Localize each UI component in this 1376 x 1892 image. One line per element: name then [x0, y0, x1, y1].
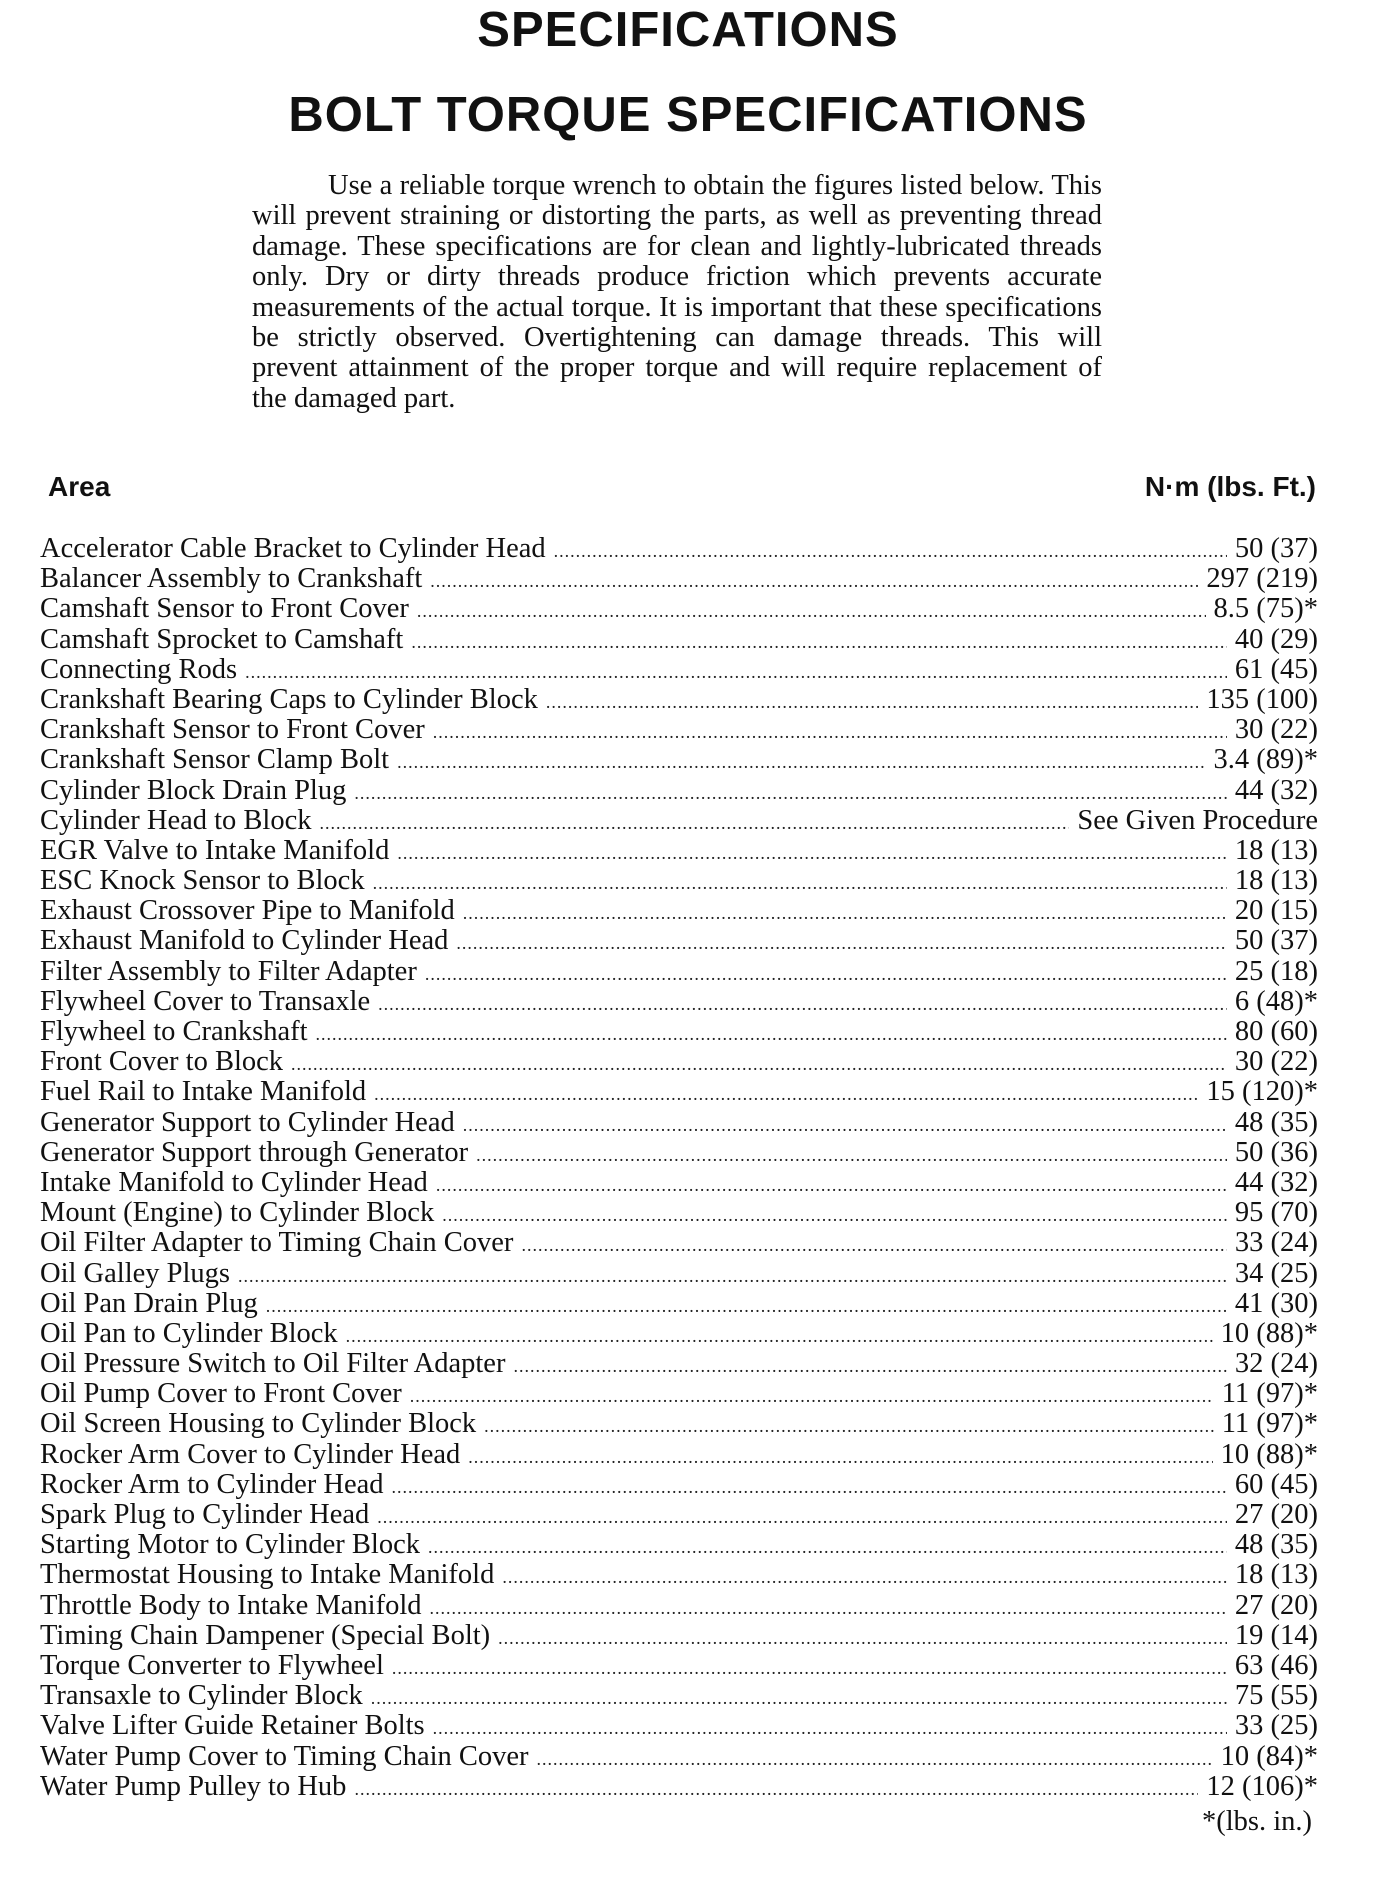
table-row	[40, 685, 1318, 715]
row-value: 41 (30)	[1234, 1287, 1318, 1319]
table-row	[40, 1168, 1318, 1198]
dot-leader	[546, 687, 1199, 717]
row-value: 18 (13)	[1234, 834, 1318, 866]
table-row	[40, 1108, 1318, 1138]
row-value: 44 (32)	[1234, 774, 1318, 806]
row-value: 60 (45)	[1234, 1468, 1318, 1500]
dot-leader	[266, 1291, 1227, 1321]
dot-leader	[433, 717, 1227, 747]
dot-leader	[397, 747, 1205, 777]
row-area: Exhaust Manifold to Cylinder Head	[40, 925, 449, 957]
dot-leader	[463, 898, 1227, 928]
table-row	[40, 715, 1318, 745]
row-area: Filter Assembly to Filter Adapter	[40, 955, 417, 987]
row-area: Timing Chain Dampener (Special Bolt)	[40, 1619, 491, 1651]
dot-leader	[410, 1381, 1214, 1411]
dot-leader	[513, 1351, 1226, 1381]
row-value: 80 (60)	[1234, 1016, 1318, 1047]
row-value: 44 (32)	[1234, 1166, 1318, 1198]
row-value: 8.5 (75)*	[1213, 593, 1318, 625]
dot-leader	[354, 1774, 1198, 1804]
dot-leader	[430, 566, 1198, 596]
table-row	[40, 866, 1318, 896]
row-area: Rocker Arm to Cylinder Head	[40, 1468, 384, 1500]
row-value: 33 (25)	[1234, 1710, 1318, 1742]
row-value: 11 (97)*	[1221, 1408, 1318, 1440]
row-area: Transaxle to Cylinder Block	[40, 1680, 363, 1712]
row-area: Throttle Body to Intake Manifold	[40, 1589, 422, 1621]
table-row	[40, 1228, 1318, 1258]
dot-leader	[554, 536, 1227, 566]
row-value: 32 (24)	[1234, 1348, 1318, 1380]
row-area: Cylinder Head to Block	[40, 804, 312, 836]
dot-leader	[238, 1261, 1227, 1291]
row-value: 6 (48)*	[1234, 985, 1318, 1017]
row-area: Starting Motor to Cylinder Block	[40, 1529, 420, 1561]
table-row	[40, 534, 1318, 564]
row-value: 48 (35)	[1234, 1529, 1318, 1561]
table-header	[48, 471, 1316, 511]
row-value: 50 (37)	[1234, 925, 1318, 957]
header-units: N·m (lbs. Ft.)	[1144, 471, 1316, 502]
row-area: Mount (Engine) to Cylinder Block	[40, 1197, 435, 1229]
row-value: 20 (15)	[1234, 895, 1318, 927]
table-row	[40, 926, 1318, 956]
dot-leader	[320, 808, 1070, 838]
table-row	[40, 1047, 1318, 1077]
page-subtitle: BOLT TORQUE SPECIFICATIONS	[288, 88, 1088, 142]
dot-leader	[417, 596, 1206, 626]
table-row	[40, 836, 1318, 866]
spec-list	[40, 534, 1318, 1802]
row-value: 25 (18)	[1234, 955, 1318, 987]
dot-leader	[371, 1683, 1227, 1713]
dot-leader	[502, 1562, 1227, 1592]
row-area: Oil Pressure Switch to Oil Filter Adapter	[40, 1348, 506, 1380]
table-row	[40, 655, 1318, 685]
row-area: Oil Filter Adapter to Timing Chain Cover	[40, 1227, 514, 1259]
table-row	[40, 1077, 1318, 1107]
intro-paragraph: Use a reliable torque wrench to obtain the figures listed below. This will prevent straining or distorting the parts, as well as preventing thread damage. These specifications are for clean and lightly-lubricated threads only. Dry or dirty threads produce friction which prevents accurate measurements of the actual torque. It is important that these specifications be strictly observed. Overtightening can damage threads. This will prevent attainment of the proper torque and will require replacement of the damaged part.	[252, 170, 1102, 414]
row-area: Water Pump Pulley to Hub	[40, 1770, 347, 1802]
row-value: 11 (97)*	[1221, 1378, 1318, 1410]
row-area: Water Pump Cover to Timing Chain Cover	[40, 1740, 529, 1772]
table-row	[40, 1409, 1318, 1439]
row-area: Front Cover to Block	[40, 1046, 284, 1078]
table-row	[40, 1017, 1318, 1047]
dot-leader	[397, 838, 1227, 868]
table-row	[40, 1560, 1318, 1590]
row-area: Flywheel to Crankshaft	[40, 1016, 308, 1047]
table-row	[40, 987, 1318, 1017]
table-row	[40, 1651, 1318, 1681]
dot-leader	[392, 1472, 1227, 1502]
row-area: Flywheel Cover to Transaxle	[40, 985, 371, 1017]
row-value: 27 (20)	[1234, 1589, 1318, 1621]
dot-leader	[463, 1110, 1227, 1140]
dot-leader	[436, 1170, 1227, 1200]
row-area: Crankshaft Sensor to Front Cover	[40, 714, 425, 746]
row-area: EGR Valve to Intake Manifold	[40, 834, 390, 866]
row-value: 3.4 (89)*	[1213, 744, 1318, 776]
dot-leader	[456, 928, 1226, 958]
table-row	[40, 806, 1318, 836]
row-area: Crankshaft Bearing Caps to Cylinder Block	[40, 683, 538, 715]
row-area: Oil Pan Drain Plug	[40, 1287, 258, 1319]
dot-leader	[442, 1200, 1227, 1230]
header-area: Area	[48, 471, 111, 502]
row-value: 40 (29)	[1234, 623, 1318, 655]
row-value: 63 (46)	[1234, 1649, 1318, 1681]
dot-leader	[498, 1623, 1227, 1653]
table-row	[40, 564, 1318, 594]
table-row	[40, 1681, 1318, 1711]
dot-leader	[377, 1502, 1227, 1532]
row-area: Oil Pump Cover to Front Cover	[40, 1378, 402, 1410]
table-row	[40, 1349, 1318, 1379]
dot-leader	[537, 1744, 1213, 1774]
row-area: Thermostat Housing to Intake Manifold	[40, 1559, 495, 1591]
row-value: 27 (20)	[1234, 1499, 1318, 1530]
row-area: Crankshaft Sensor Clamp Bolt	[40, 744, 390, 776]
table-row	[40, 776, 1318, 806]
row-value: See Given Procedure	[1077, 804, 1318, 836]
dot-leader	[476, 1140, 1227, 1170]
table-row	[40, 625, 1318, 655]
row-value: 75 (55)	[1234, 1680, 1318, 1712]
table-row	[40, 1621, 1318, 1651]
row-area: Torque Converter to Flywheel	[40, 1649, 384, 1681]
row-value: 34 (25)	[1234, 1257, 1318, 1289]
row-area: Oil Pan to Cylinder Block	[40, 1317, 338, 1349]
table-row	[40, 1289, 1318, 1319]
row-value: 19 (14)	[1234, 1619, 1318, 1651]
dot-leader	[428, 1532, 1227, 1562]
dot-leader	[374, 1079, 1198, 1109]
row-area: Oil Screen Housing to Cylinder Block	[40, 1408, 477, 1440]
row-area: Balancer Assembly to Crankshaft	[40, 563, 423, 595]
row-area: Accelerator Cable Bracket to Cylinder Head	[40, 533, 546, 564]
row-area: Generator Support through Generator	[40, 1136, 469, 1168]
table-row	[40, 1379, 1318, 1409]
table-row	[40, 1591, 1318, 1621]
page-title: SPECIFICATIONS	[477, 3, 899, 57]
dot-leader	[411, 627, 1227, 657]
dot-leader	[468, 1442, 1212, 1472]
row-area: Camshaft Sprocket to Camshaft	[40, 623, 404, 655]
footnote: *(lbs. in.)	[1201, 1806, 1312, 1837]
table-row	[40, 957, 1318, 987]
table-row	[40, 1259, 1318, 1289]
table-row	[40, 1742, 1318, 1772]
row-value: 10 (84)*	[1220, 1740, 1318, 1772]
row-value: 48 (35)	[1234, 1106, 1318, 1138]
table-row	[40, 1470, 1318, 1500]
table-row	[40, 1530, 1318, 1560]
row-area: ESC Knock Sensor to Block	[40, 865, 365, 897]
row-value: 10 (88)*	[1220, 1317, 1318, 1349]
dot-leader	[291, 1049, 1227, 1079]
row-area: Camshaft Sensor to Front Cover	[40, 593, 409, 625]
row-value: 297 (219)	[1206, 563, 1318, 595]
table-row	[40, 1772, 1318, 1802]
row-value: 15 (120)*	[1206, 1076, 1318, 1108]
dot-leader	[521, 1230, 1226, 1260]
row-value: 135 (100)	[1206, 683, 1318, 715]
row-area: Connecting Rods	[40, 653, 238, 685]
dot-leader	[430, 1593, 1227, 1623]
dot-leader	[373, 868, 1227, 898]
table-row	[40, 1500, 1318, 1530]
row-value: 12 (106)*	[1206, 1770, 1318, 1802]
row-value: 30 (22)	[1234, 714, 1318, 746]
dot-leader	[425, 959, 1227, 989]
row-value: 33 (24)	[1234, 1227, 1318, 1259]
row-area: Generator Support to Cylinder Head	[40, 1106, 455, 1138]
row-area: Cylinder Block Drain Plug	[40, 774, 347, 806]
dot-leader	[433, 1713, 1227, 1743]
dot-leader	[346, 1321, 1213, 1351]
row-area: Fuel Rail to Intake Manifold	[40, 1076, 367, 1108]
row-value: 61 (45)	[1234, 653, 1318, 685]
row-value: 10 (88)*	[1220, 1438, 1318, 1470]
dot-leader	[378, 989, 1227, 1019]
table-row	[40, 745, 1318, 775]
dot-leader	[245, 657, 1227, 687]
row-value: 50 (37)	[1234, 533, 1318, 564]
dot-leader	[392, 1653, 1227, 1683]
row-area: Spark Plug to Cylinder Head	[40, 1499, 370, 1530]
table-row	[40, 896, 1318, 926]
row-area: Oil Galley Plugs	[40, 1257, 230, 1289]
row-area: Intake Manifold to Cylinder Head	[40, 1166, 428, 1198]
dot-leader	[316, 1019, 1227, 1049]
row-value: 95 (70)	[1234, 1197, 1318, 1229]
table-row	[40, 1138, 1318, 1168]
row-value: 50 (36)	[1234, 1136, 1318, 1168]
row-value: 18 (13)	[1234, 1559, 1318, 1591]
row-value: 30 (22)	[1234, 1046, 1318, 1078]
table-row	[40, 594, 1318, 624]
table-row	[40, 1711, 1318, 1741]
row-value: 18 (13)	[1234, 865, 1318, 897]
dot-leader	[484, 1411, 1214, 1441]
row-area: Rocker Arm Cover to Cylinder Head	[40, 1438, 461, 1470]
dot-leader	[354, 778, 1227, 808]
row-area: Exhaust Crossover Pipe to Manifold	[40, 895, 455, 927]
row-area: Valve Lifter Guide Retainer Bolts	[40, 1710, 425, 1742]
table-row	[40, 1198, 1318, 1228]
table-row	[40, 1440, 1318, 1470]
table-row	[40, 1319, 1318, 1349]
